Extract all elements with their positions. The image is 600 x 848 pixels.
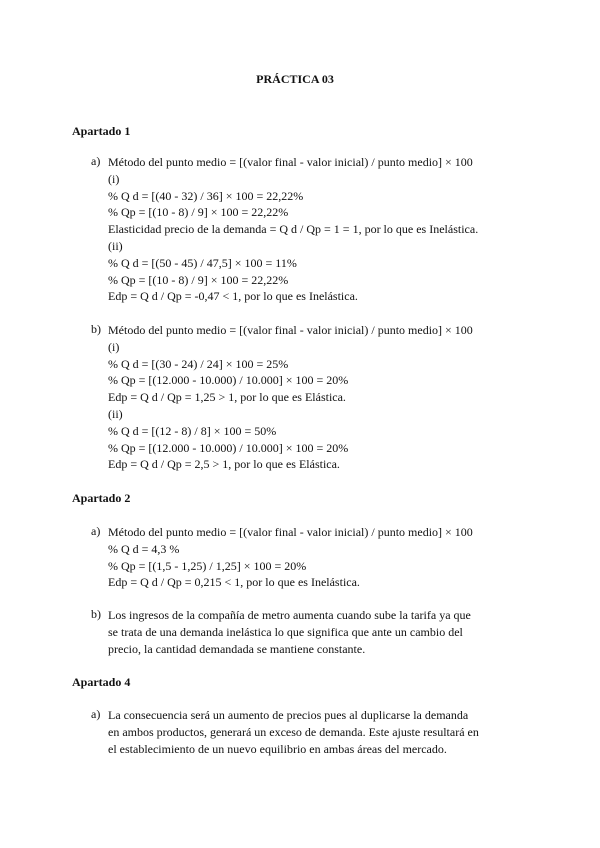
text-line: precio, la cantidad demandada se mantiene constante.: [108, 641, 366, 656]
page-title: PRÁCTICA 03: [256, 72, 334, 86]
item-label: b): [91, 322, 101, 336]
item-body: [108, 607, 531, 657]
text-line: Edp = Q d / Qp = -0,47 < 1, por lo que es Inelástica.: [108, 289, 358, 304]
text-line: Método del punto medio = [(valor final - valor inicial) / punto medio] × 100: [108, 323, 473, 337]
text-line: Método del punto medio = [(valor final - valor inicial) / punto medio] × 100: [108, 155, 473, 169]
text-line: Edp = Q d / Qp = 2,5 > 1, por lo que es Elástica.: [108, 457, 340, 472]
item-2b: [91, 607, 531, 657]
section-heading-apartado-2: Apartado 2: [72, 491, 131, 505]
text-line: el establecimiento de un nuevo equilibrio en ambas áreas del mercado.: [108, 741, 447, 756]
text-line: % Qp = [(12.000 - 10.000) / 10.000] × 100 = 20%: [108, 373, 349, 388]
text-line: La consecuencia será un aumento de precios pues al duplicarse la demanda: [108, 708, 469, 722]
item-label: a): [91, 524, 101, 538]
text-line: % Q d = 4,3 %: [108, 541, 180, 556]
text-line: % Qp = [(1,5 - 1,25) / 1,25] × 100 = 20%: [108, 558, 307, 573]
section-heading-apartado-1: Apartado 1: [72, 124, 131, 138]
section-heading-apartado-4: Apartado 4: [72, 675, 131, 689]
item-1a: [91, 154, 531, 305]
text-line: (ii): [108, 406, 123, 421]
text-line: Elasticidad precio de la demanda = Q d / Qp = 1 = 1, por lo que es Inelástica.: [108, 222, 479, 237]
text-line: Los ingresos de la compañía de metro aumenta cuando sube la tarifa ya que: [108, 608, 471, 622]
text-line: % Q d = [(40 - 32) / 36] × 100 = 22,22%: [108, 188, 304, 203]
text-line: % Qp = [(10 - 8) / 9] × 100 = 22,22%: [108, 272, 289, 287]
text-line: Edp = Q d / Qp = 0,215 < 1, por lo que es Inelástica.: [108, 575, 360, 590]
text-line: Edp = Q d / Qp = 1,25 > 1, por lo que es Elástica.: [108, 390, 346, 405]
text-line: % Qp = [(10 - 8) / 9] × 100 = 22,22%: [108, 205, 289, 220]
text-line: (i): [108, 171, 120, 186]
item-label: b): [91, 607, 101, 621]
item-body: [108, 154, 531, 305]
item-label: a): [91, 707, 101, 721]
text-line: % Qp = [(12.000 - 10.000) / 10.000] × 100 = 20%: [108, 440, 349, 455]
item-body: [108, 707, 531, 757]
text-line: se trata de una demanda inelástica lo que significa que ante un cambio del: [108, 624, 463, 639]
text-line: (ii): [108, 238, 123, 253]
item-4a: [91, 707, 531, 757]
text-line: % Q d = [(30 - 24) / 24] × 100 = 25%: [108, 356, 289, 371]
item-1b: [91, 322, 531, 473]
item-body: [108, 322, 531, 473]
item-label: a): [91, 154, 101, 168]
text-line: Método del punto medio = [(valor final - valor inicial) / punto medio] × 100: [108, 525, 473, 539]
text-line: % Q d = [(50 - 45) / 47,5] × 100 = 11%: [108, 255, 297, 270]
text-line: % Q d = [(12 - 8) / 8] × 100 = 50%: [108, 423, 277, 438]
text-line: (i): [108, 339, 120, 354]
text-line: en ambos productos, generará un exceso de demanda. Este ajuste resultará en: [108, 724, 479, 739]
item-2a: [91, 524, 531, 591]
item-body: [108, 524, 531, 591]
